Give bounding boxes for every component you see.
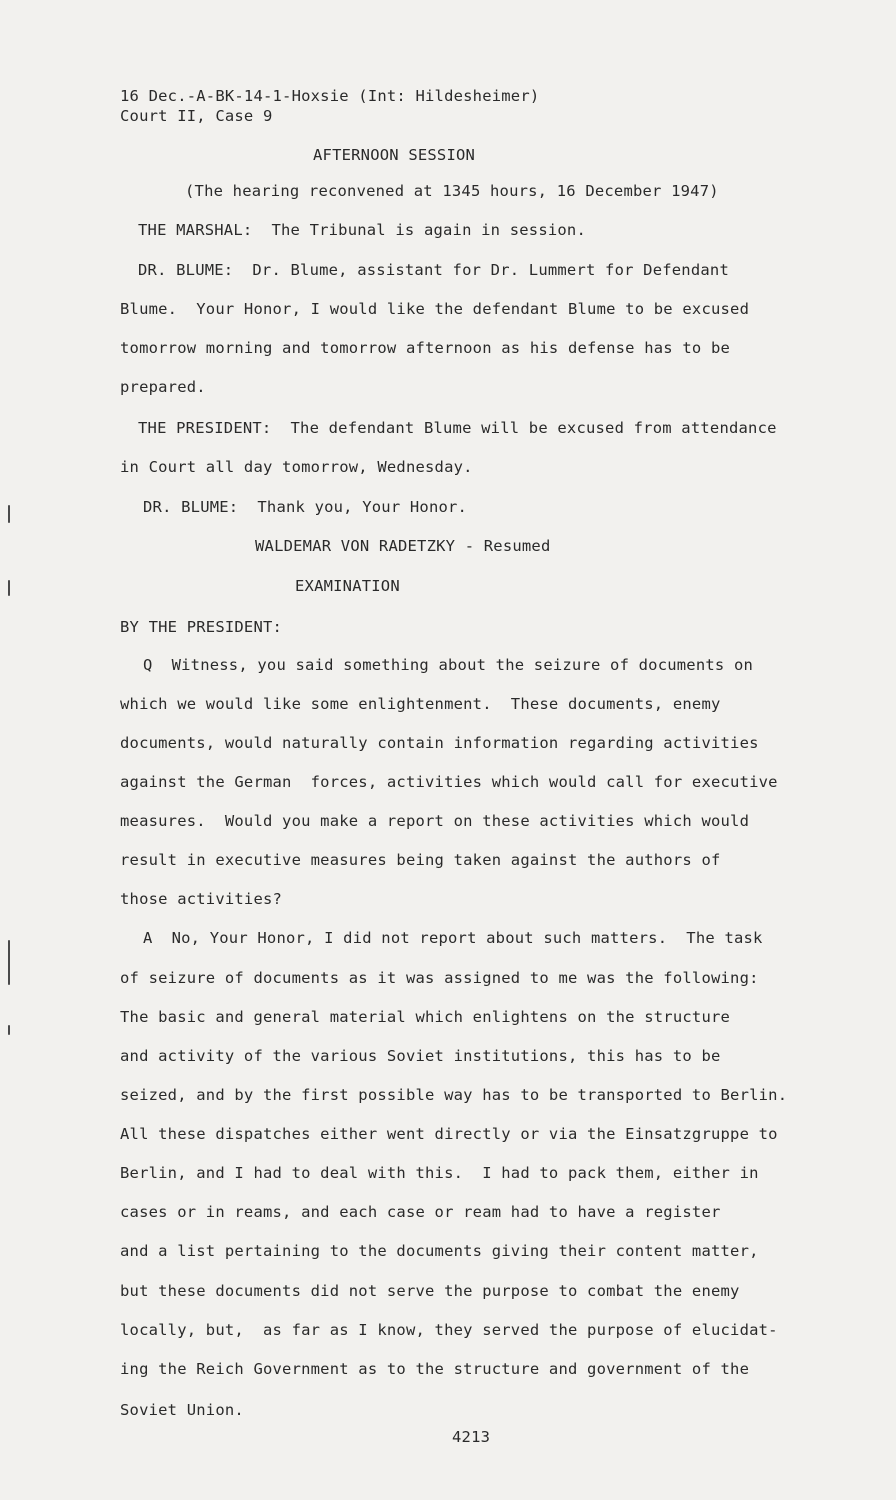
examination-heading: EXAMINATION <box>295 577 400 595</box>
marshal-line: THE MARSHAL: The Tribunal is again in session. <box>138 221 586 239</box>
answer-line: of seizure of documents as it was assigned to me was the following: <box>120 969 759 987</box>
text-line: tomorrow morning and tomorrow afternoon as his defense has to be <box>120 339 731 357</box>
question-line: which we would like some enlightenment. These documents, enemy <box>120 695 721 713</box>
text-line: DR. BLUME: Thank you, Your Honor. <box>143 498 468 516</box>
answer-line: but these documents did not serve the purpose to combat the enemy <box>120 1282 740 1300</box>
witness-heading: WALDEMAR VON RADETZKY - Resumed <box>255 537 551 555</box>
session-title: AFTERNOON SESSION <box>313 146 476 164</box>
header-line-1: 16 Dec.-A-BK-14-1-Hoxsie (Int: Hildesheimer) <box>120 87 540 105</box>
question-line: documents, would naturally contain information regarding activities <box>120 734 759 752</box>
answer-line: Berlin, and I had to deal with this. I had to pack them, either in <box>120 1164 759 1182</box>
binding-mark <box>8 1025 10 1035</box>
question-line: against the German forces, activities which would call for executive <box>120 773 778 791</box>
header-line-2: Court II, Case 9 <box>120 107 273 125</box>
answer-line: locally, but, as far as I know, they served the purpose of elucidat- <box>120 1321 778 1339</box>
answer-line: and a list pertaining to the documents giving their content matter, <box>120 1242 759 1260</box>
text-line: Blume. Your Honor, I would like the defendant Blume to be excused <box>120 300 750 318</box>
answer-line: Soviet Union. <box>120 1401 244 1419</box>
answer-line: seized, and by the first possible way has to be transported to Berlin. <box>120 1086 788 1104</box>
binding-mark <box>8 505 10 523</box>
page-number: 4213 <box>452 1428 491 1446</box>
question-line: measures. Would you make a report on these activities which would <box>120 812 750 830</box>
text-line: prepared. <box>120 378 206 396</box>
text-line: DR. BLUME: Dr. Blume, assistant for Dr. Lummert for Defendant <box>138 261 729 279</box>
answer-line: cases or in reams, and each case or ream had to have a register <box>120 1203 721 1221</box>
reconvene-note: (The hearing reconvened at 1345 hours, 16 December 1947) <box>185 182 719 200</box>
binding-mark <box>8 940 10 985</box>
question-line: result in executive measures being taken against the authors of <box>120 851 721 869</box>
text-line: THE PRESIDENT: The defendant Blume will be excused from attendance <box>138 419 777 437</box>
examiner-line: BY THE PRESIDENT: <box>120 618 283 636</box>
binding-mark <box>8 580 10 596</box>
answer-line: A No, Your Honor, I did not report about such matters. The task <box>143 929 763 947</box>
text-line: in Court all day tomorrow, Wednesday. <box>120 458 473 476</box>
question-line: Q Witness, you said something about the seizure of documents on <box>143 656 754 674</box>
answer-line: ing the Reich Government as to the structure and government of the <box>120 1360 750 1378</box>
answer-line: All these dispatches either went directly or via the Einsatzgruppe to <box>120 1125 778 1143</box>
answer-line: and activity of the various Soviet institutions, this has to be <box>120 1047 721 1065</box>
question-line: those activities? <box>120 890 283 908</box>
answer-line: The basic and general material which enlightens on the structure <box>120 1008 731 1026</box>
